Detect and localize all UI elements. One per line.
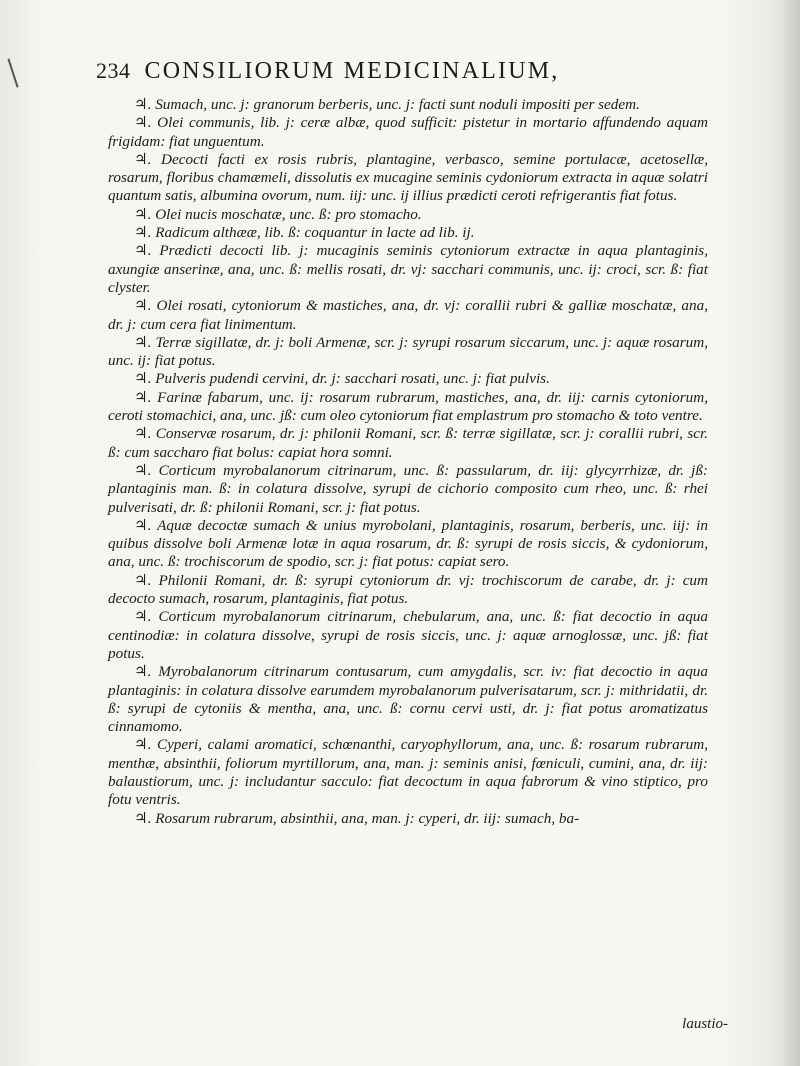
recipe-paragraph: ♃. Myrobalanorum citrinarum contusarum, cum amygdalis, scr. iv: fiat decoctio in aqua plantaginis: in colatura dissolve earumdem myrobalanorum pulverisatarum, scr. j: mithridatii, dr. ß: syrupi de cytoniis & mentha, ana, unc. ß: cornu cervi usti, dr. j: fiat potus aromatizatus cinnamomo.	[108, 663, 708, 736]
recipe-paragraph: ♃. Olei nucis moschatæ, unc. ß: pro stomacho.	[134, 205, 422, 223]
margin-mark	[7, 58, 18, 87]
recipe-paragraph: ♃. Radicum althææ, lib. ß: coquantur in lacte ad lib. ij.	[134, 224, 475, 242]
recipe-list	[108, 96, 708, 828]
recipe-paragraph: ♃. Farinæ fabarum, unc. ij: rosarum rubrarum, mastiches, ana, dr. iij: carnis cytoniorum, ceroti stomachici, ana, unc. jß: cum oleo cytoniorum fiat emplastrum pro stomacho & toto ventre.	[108, 388, 708, 425]
recipe-paragraph: ♃. Decocti facti ex rosis rubris, plantagine, verbasco, semine portulacæ, acetosellæ, rosarum, floribus chamæmeli, dissolutis ex mucagine seminis cydoniorum extracta in aquæ solatri quantum satis, albumina ovorum, num. iij: unc. ij illius prædicti ceroti refrigerantis fiat fotus.	[108, 150, 708, 205]
recipe-paragraph: ♃. Corticum myrobalanorum citrinarum, unc. ß: passularum, dr. iij: glycyrrhizæ, dr. jß: plantaginis man. ß: in colatura dissolve, syrupi de cichorio composito cum rheo, unc. ß: rhei pulverisati, dr. ß: philonii Romani, scr. j: fiat potus.	[108, 461, 708, 516]
catchword: laustio-	[682, 1016, 728, 1032]
recipe-paragraph: ♃. Corticum myrobalanorum citrinarum, chebularum, ana, unc. ß: fiat decoctio in aqua centinodiæ: in colatura dissolve, syrupi de rosis siccis, unc. j: aquæ arnoglossæ, unc. jß: fiat potus.	[108, 608, 708, 662]
recipe-paragraph: ♃. Terræ sigillatæ, dr. j: boli Armenæ, scr. j: syrupi rosarum siccarum, unc. j: aquæ rosarum, unc. ij: fiat potus.	[108, 333, 708, 370]
recipe-paragraph: ♃. Rosarum rubrarum, absinthii, ana, man. j: cyperi, dr. iij: sumach, ba-	[134, 809, 580, 827]
page-number: 234	[96, 58, 131, 83]
page-header	[96, 58, 696, 94]
recipe-paragraph: ♃. Olei communis, lib. j: ceræ albæ, quod sufficit: pistetur in mortario affundendo aquam frigidam: fiat unguentum.	[108, 114, 708, 150]
recipe-paragraph: ♃. Prædicti decocti lib. j: mucaginis seminis cytoniorum extractæ in aqua plantaginis, axungiæ anserinæ, ana, unc. ß: mellis rosati, dr. vj: sacchari communis, unc. ij: croci, scr. ß: fiat clyster.	[108, 242, 708, 296]
recipe-paragraph: ♃. Philonii Romani, dr. ß: syrupi cytoniorum dr. vj: trochiscorum de carabe, dr. j: cum decocto sumach, rosarum, plantaginis, fiat potus.	[108, 571, 708, 608]
recipe-paragraph: ♃. Cyperi, calami aromatici, schœnanthi, caryophyllorum, ana, unc. ß: rosarum rubrarum, menthæ, absinthii, foliorum myrtillorum, ana, man. j: seminis anisi, fœniculi, cumini, ana, dr. iij: balaustiorum, unc. j: includantur sacculo: fiat decoctum in aqua fabrorum & vino stiptico, pro fotu ventris.	[108, 736, 708, 809]
recipe-paragraph: ♃. Olei rosati, cytoniorum & mastiches, ana, dr. vj: corallii rubri & galliæ moschatæ, ana, dr. j: cum cera fiat linimentum.	[108, 297, 708, 333]
recipe-paragraph: ♃. Sumach, unc. j: granorum berberis, unc. j: facti sunt noduli impositi per sedem.	[134, 96, 640, 113]
recipe-paragraph: ♃. Aquæ decoctæ sumach & unius myrobolani, plantaginis, rosarum, berberis, unc. iij: in quibus dissolve boli Armenæ lotæ in aqua rosarum, dr. ß: syrupi de rosis siccis, & cydoniorum, ana, unc. ß: trochiscorum de spodio, scr. j: fiat potus: capiat sero.	[108, 516, 708, 571]
page-gutter-shadow	[780, 0, 800, 1066]
recipe-paragraph: ♃. Pulveris pudendi cervini, dr. j: sacchari rosati, unc. j: fiat pulvis.	[134, 370, 550, 388]
running-title: CONSILIORUM MEDICINALIUM,	[144, 58, 560, 84]
recipe-paragraph: ♃. Conservæ rosarum, dr. j: philonii Romani, scr. ß: terræ sigillatæ, scr. j: corallii rubri, scr. ß: cum saccharo fiat bolus: capiat hora somni.	[108, 425, 708, 461]
